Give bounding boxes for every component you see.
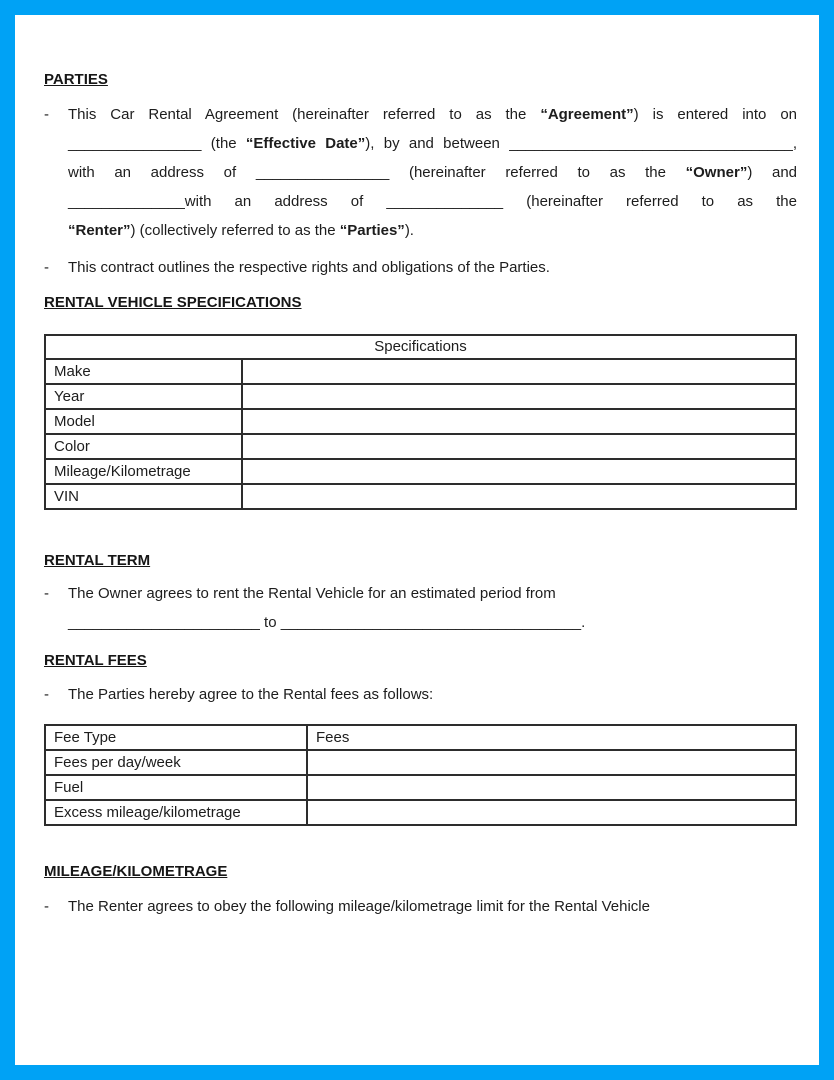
text-segment: with an address of (68, 164, 256, 181)
text-segment: . (581, 614, 586, 631)
bullet-dash: - (44, 686, 49, 703)
bullet-dash: - (44, 585, 49, 602)
table-row (45, 800, 796, 825)
text-segment: ) and (747, 164, 797, 181)
row-value-cell[interactable] (242, 434, 796, 459)
bullet-dash: - (44, 259, 49, 276)
text-segment: This Car Rental Agreement (hereinafter referred to as the (68, 106, 541, 123)
row-value-cell[interactable] (307, 750, 796, 775)
parties-paragraph-text (68, 100, 797, 245)
fill-in-blank-owner-name[interactable]: __________________________________ (509, 135, 793, 152)
row-value-cell[interactable] (307, 800, 796, 825)
defined-term-parties: “Parties” (339, 222, 405, 239)
text-segment: ), by and between (365, 135, 510, 152)
paragraph-line (68, 129, 797, 158)
paragraph-line: This contract outlines the respective rights and obligations of the Parties. (68, 259, 550, 276)
specifications-table (44, 334, 797, 510)
fill-in-blank-renter-address[interactable]: ______________ (386, 193, 504, 210)
contract-outline-paragraph (44, 253, 797, 282)
table-row (45, 384, 796, 409)
paragraph-line (68, 100, 797, 129)
table-row (45, 434, 796, 459)
document-content (15, 15, 819, 921)
table-row (45, 359, 796, 384)
fees-col-header-fees: Fees (307, 725, 796, 750)
fill-in-blank-term-end-date[interactable]: ____________________________________ (280, 614, 582, 631)
table-header-row (45, 335, 796, 359)
table-row (45, 775, 796, 800)
defined-term-owner: “Owner” (685, 164, 748, 181)
text-segment: ) is entered into on (633, 106, 797, 123)
rental-fees-paragraph (44, 680, 797, 709)
row-label-cell: Mileage/Kilometrage (45, 459, 242, 484)
text-segment: , (792, 135, 797, 152)
paragraph-line: The Parties hereby agree to the Rental fees as follows: (68, 686, 434, 703)
fill-in-blank-term-start-date[interactable]: _______________________ (68, 614, 260, 631)
heading-rental-vehicle-specifications: RENTAL VEHICLE SPECIFICATIONS (44, 294, 302, 311)
table-row (45, 459, 796, 484)
mileage-paragraph (44, 892, 797, 921)
text-segment: (hereinafter referred to as the (389, 164, 686, 181)
defined-term-renter: “Renter” (68, 222, 131, 239)
fees-table (44, 724, 797, 826)
row-label-cell: Year (45, 384, 242, 409)
row-value-cell[interactable] (307, 775, 796, 800)
text-segment: (hereinafter referred to as the (503, 193, 797, 210)
row-label-cell: Make (45, 359, 242, 384)
table-row (45, 409, 796, 434)
row-label-cell: Color (45, 434, 242, 459)
paragraph-line (68, 187, 797, 216)
row-label-cell: Fuel (45, 775, 307, 800)
paragraph-line (68, 158, 797, 187)
specifications-table-title: Specifications (45, 335, 796, 359)
fill-in-blank-effective-date[interactable]: ________________ (68, 135, 202, 152)
paragraph-line: The Renter agrees to obey the following mileage/kilometrage limit for the Rental Vehicle (68, 898, 650, 915)
paragraph-line (68, 216, 797, 245)
row-value-cell[interactable] (242, 384, 796, 409)
table-row (45, 750, 796, 775)
rental-term-paragraph (44, 579, 797, 637)
fees-col-header-type: Fee Type (45, 725, 307, 750)
text-segment: (the (201, 135, 246, 152)
row-label-cell: Fees per day/week (45, 750, 307, 775)
fill-in-blank-renter-name[interactable]: ______________ (68, 193, 185, 210)
table-header-row (45, 725, 796, 750)
row-value-cell[interactable] (242, 459, 796, 484)
text-segment: with an address of (184, 193, 387, 210)
heading-rental-term: RENTAL TERM (44, 552, 151, 569)
row-value-cell[interactable] (242, 484, 796, 509)
bullet-dash: - (44, 106, 49, 123)
paragraph-line: The Owner agrees to rent the Rental Vehicle for an estimated period from (68, 585, 556, 602)
text-segment: to (259, 614, 281, 631)
fill-in-blank-owner-address[interactable]: ________________ (255, 164, 390, 181)
text-segment: ) (collectively referred to as the (130, 222, 340, 239)
row-label-cell: Excess mileage/kilometrage (45, 800, 307, 825)
defined-term-effective-date: “Effective Date” (245, 135, 366, 152)
heading-mileage-kilometrage: MILEAGE/KILOMETRAGE (44, 863, 228, 880)
defined-term-agreement: “Agreement” (540, 106, 634, 123)
row-label-cell: Model (45, 409, 242, 434)
row-value-cell[interactable] (242, 409, 796, 434)
heading-rental-fees: RENTAL FEES (44, 652, 147, 669)
row-value-cell[interactable] (242, 359, 796, 384)
row-label-cell: VIN (45, 484, 242, 509)
text-segment: ). (404, 222, 414, 239)
table-row (45, 484, 796, 509)
paragraph-line (68, 608, 797, 637)
bullet-dash: - (44, 898, 49, 915)
heading-parties: PARTIES (44, 71, 108, 88)
parties-paragraph (44, 100, 797, 245)
